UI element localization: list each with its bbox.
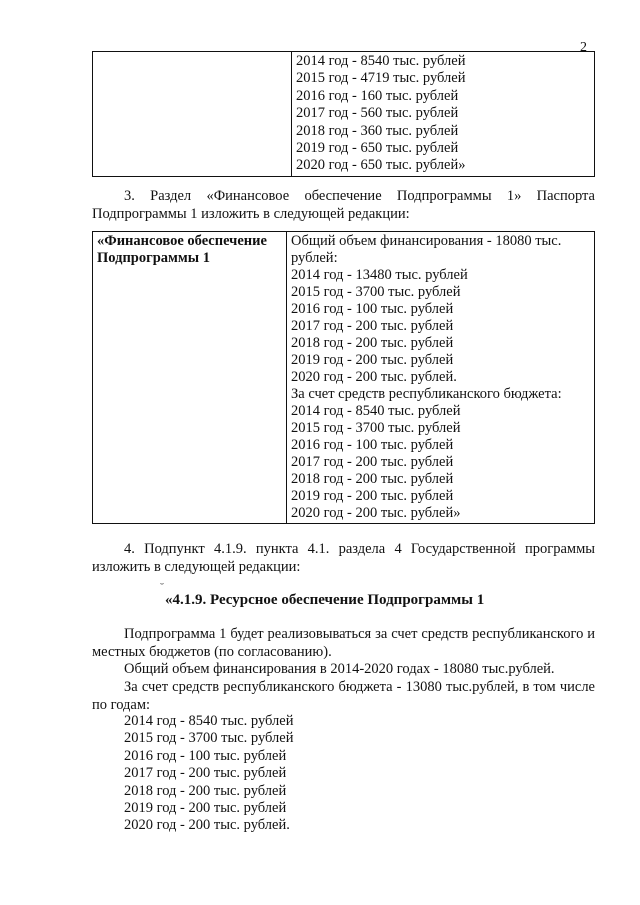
table-line: 2015 год - 4719 тыс. рублей xyxy=(296,70,466,87)
table-line: 2017 год - 560 тыс. рублей xyxy=(296,105,459,122)
table-line: 2016 год - 160 тыс. рублей xyxy=(296,87,459,104)
table-line: рублей: xyxy=(291,250,338,266)
table-line: 2015 год - 3700 тыс. рублей xyxy=(291,420,461,436)
table-right-cell xyxy=(287,232,595,524)
table-line: 2020 год - 200 тыс. рублей» xyxy=(291,505,461,521)
table-line: 2016 год - 100 тыс. рублей xyxy=(291,301,454,317)
table-line: 2020 год - 650 тыс. рублей» xyxy=(296,157,466,174)
year-item: 2014 год - 8540 тыс. рублей xyxy=(124,713,294,729)
year-item: 2020 год - 200 тыс. рублей. xyxy=(124,817,290,834)
year-item: 2017 год - 200 тыс. рублей xyxy=(124,765,287,782)
table-line: 2018 год - 360 тыс. рублей xyxy=(296,122,459,139)
table-line: 2019 год - 650 тыс. рублей xyxy=(296,140,459,157)
table-line: 2014 год - 8540 тыс. рублей xyxy=(291,403,461,419)
table-line: 2014 год - 13480 тыс. рублей xyxy=(291,267,468,283)
paragraph-3: 3. Раздел «Финансовое обеспечение Подпрограммы 1» Паспорта Подпрограммы 1 изложить в следующей редакции: xyxy=(92,188,595,222)
stray-mark: ˘ xyxy=(160,580,164,594)
page-number: 2 xyxy=(580,40,587,55)
table-left-cell xyxy=(93,52,292,177)
body-paragraph-3: За счет средств республиканского бюджета - 13080 тыс.рублей, в том числе по годам: xyxy=(92,679,595,713)
table-line: 2017 год - 200 тыс. рублей xyxy=(291,318,454,334)
paragraph-4: 4. Подпункт 4.1.9. пункта 4.1. раздела 4 Государственной программы изложить в следующей редакции: xyxy=(92,541,595,575)
table-line: Общий объем финансирования - 18080 тыс. xyxy=(291,233,562,249)
body-paragraph-2: Общий объем финансирования в 2014-2020 годах - 18080 тыс.рублей. xyxy=(124,661,555,677)
table-line: 2017 год - 200 тыс. рублей xyxy=(291,454,454,470)
body-paragraph-1: Подпрограмма 1 будет реализовываться за счет средств республиканского и местных бюджетов (по согласованию). xyxy=(92,626,595,660)
table-line: 2019 год - 200 тыс. рублей xyxy=(291,488,454,504)
table-line: 2014 год - 8540 тыс. рублей xyxy=(296,53,466,69)
table-line: За счет средств республиканского бюджета: xyxy=(291,386,562,402)
year-item: 2019 год - 200 тыс. рублей xyxy=(124,800,287,817)
year-list xyxy=(124,713,293,835)
table-line: 2020 год - 200 тыс. рублей. xyxy=(291,369,457,385)
section-heading: «4.1.9. Ресурсное обеспечение Подпрограммы 1 xyxy=(165,592,485,608)
table-line: 2016 год - 100 тыс. рублей xyxy=(291,437,454,453)
table-line: 2018 год - 200 тыс. рублей xyxy=(291,335,454,351)
table-left-cell xyxy=(93,232,287,524)
table-line: 2019 год - 200 тыс. рублей xyxy=(291,352,454,368)
table-line: 2018 год - 200 тыс. рублей xyxy=(291,471,454,487)
funding-table xyxy=(92,231,595,524)
table-line: 2015 год - 3700 тыс. рублей xyxy=(291,284,461,300)
table-left-title: Подпрограммы 1 xyxy=(97,250,210,266)
table-right-cell xyxy=(292,52,595,177)
table-left-title: «Финансовое обеспечение xyxy=(97,233,267,249)
year-item: 2015 год - 3700 тыс. рублей xyxy=(124,730,294,747)
year-item: 2016 год - 100 тыс. рублей xyxy=(124,747,287,764)
year-item: 2018 год - 200 тыс. рублей xyxy=(124,782,287,799)
funding-table-continued xyxy=(92,51,595,177)
